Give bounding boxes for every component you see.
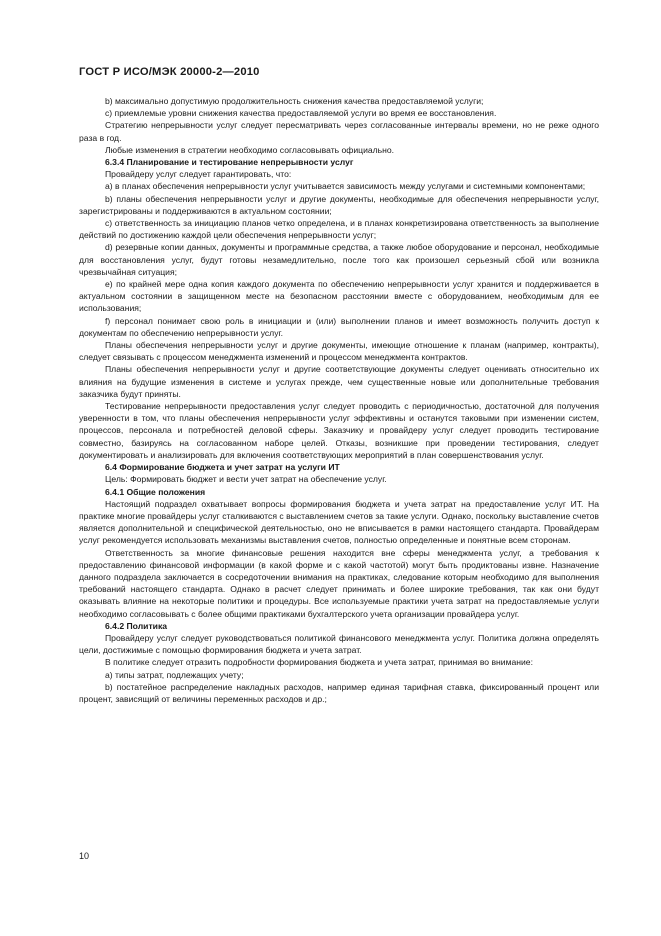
paragraph: В политике следует отразить подробности формирования бюджета и учета затрат, принимая во внимание: — [105, 657, 533, 668]
paragraph: Любые изменения в стратегии необходимо согласовывать официально. — [105, 144, 395, 155]
section-heading: 6.3.4 Планирование и тестирование непрерывности услуг — [105, 157, 354, 168]
paragraph: a) в планах обеспечения непрерывности услуг учитывается зависимость между услугами и системными компонентами; — [105, 181, 586, 192]
paragraph: Провайдеру услуг следует руководствоваться политикой финансового менеджмента услуг. Политика должна определять цели, достижимые с помощью формирования бюджета и учета затрат. — [79, 632, 599, 656]
paragraph: Стратегию непрерывности услуг следует пересматривать через согласованные интервалы времени, но не реже одного раза в год. — [79, 120, 599, 143]
paragraph: Планы обеспечения непрерывности услуг и другие документы, имеющие отношение к планам (например, контракты), следует связывать с процессом менеджмента изменений и процессом менеджмента контрактов. — [79, 340, 599, 363]
paragraph: Ответственность за многие финансовые решения находится вне сферы менеджмента услуг, а требования к предоставлению финансовой информации (в какой форме и с какой частотой) могут быть продиктованы извне. Назначение данного подраздела заключается в сосредоточении внимания на практиках, следование которым необходимо для выполнения требований настоящего стандарта. Однако в расчет следует принимать и более широкие требования, так как они будут оказывать влияние на некоторые политики и процедуры. Все используемые практики учета затрат на предоставляемые услуги необходимо согласовывать с более общими практиками бухгалтерского учета организации провайдера услуг. — [79, 547, 599, 619]
paragraph: b) максимально допустимую продолжительность снижения качества предоставляемой услуги; — [105, 96, 484, 106]
paragraph: Провайдеру услуг следует гарантировать, что: — [105, 169, 292, 180]
paragraph: Планы обеспечения непрерывности услуг и другие соответствующие документы следует оценивать относительно их влияния на будущие изменения в системе и услугах прежде, чем существенные новые или дополнительные требования заказчика будут приняты. — [79, 364, 599, 399]
paragraph: b) планы обеспечения непрерывности услуг и другие документы, необходимые для обеспечения непрерывности услуг, зарегистрированы и поддерживаются в актуальном состоянии; — [79, 193, 599, 216]
paragraph: Настоящий подраздел охватывает вопросы формирования бюджета и учета затрат на предоставление услуг ИТ. На практике многие провайдеры услуг сталкиваются с выставлением счетов за такие услуги. Однако, поскольку выставление счетов является дополнительной и специфической деятельностью, оно не вписывается в рамки настоящего стандарта. Провайдерам услуг рекомендуется использовать механизмы выставления счетов, полностью определенные и понятные всем сторонам. — [79, 498, 599, 546]
paragraph: b) постатейное распределение накладных расходов, например единая тарифная ставка, фиксированный процент или процент, зависящий от величины переменных расходов и др.; — [79, 681, 599, 704]
paragraph: c) приемлемые уровни снижения качества предоставляемой услуги во время ее восстановления. — [105, 108, 497, 119]
page-number: 10 — [79, 851, 90, 861]
document-header: ГОСТ Р ИСО/МЭК 20000-2—2010 — [79, 66, 260, 78]
paragraph: f) персонал понимает свою роль в инициации и (или) выполнении планов и имеет возможность получить доступ к документам по обеспечению непрерывности услуг. — [79, 315, 599, 338]
paragraph: e) по крайней мере одна копия каждого документа по обеспечению непрерывности услуг хранится и поддерживается в актуальном состоянии в защищенном месте на безопасном расстоянии вместе с оборудованием, необходимым для ее использования; — [79, 279, 599, 314]
document-body — [79, 95, 599, 705]
section-heading: 6.4.2 Политика — [105, 620, 168, 631]
paragraph: Тестирование непрерывности предоставления услуг следует проводить с периодичностью, достаточной для получения уверенности в том, что планы обеспечения непрерывности услуг эффективны и останутся таковыми при изменении систем, процессов, персонала и потребностей деловой сферы. Заказчику и провайдеру услуг следует проводить тестирование совместно, базируясь на согласованном наборе целей. Отказы, возникшие при проведении тестирования, следует документировать и анализировать для включения соответствующих мероприятий в план совершенствования услуг. — [79, 401, 599, 460]
paragraph: c) ответственность за инициацию планов четко определена, и в планах конкретизирована ответственность за выполнение действий по достижению каждой цели обеспечения непрерывности услуг; — [79, 218, 599, 241]
paragraph: d) резервные копии данных, документы и программные средства, а также любое оборудование и персонал, необходимые для восстановления услуг, будут готовы незамедлительно, после того как произошел серьезный сбой или возникла чрезвычайная ситуация; — [79, 242, 599, 277]
paragraph: Цель: Формировать бюджет и вести учет затрат на обеспечение услуг. — [105, 474, 387, 485]
section-heading: 6.4.1 Общие положения — [105, 486, 206, 497]
section-heading: 6.4 Формирование бюджета и учет затрат на услуги ИТ — [105, 462, 340, 473]
paragraph: a) типы затрат, подлежащих учету; — [105, 669, 244, 680]
